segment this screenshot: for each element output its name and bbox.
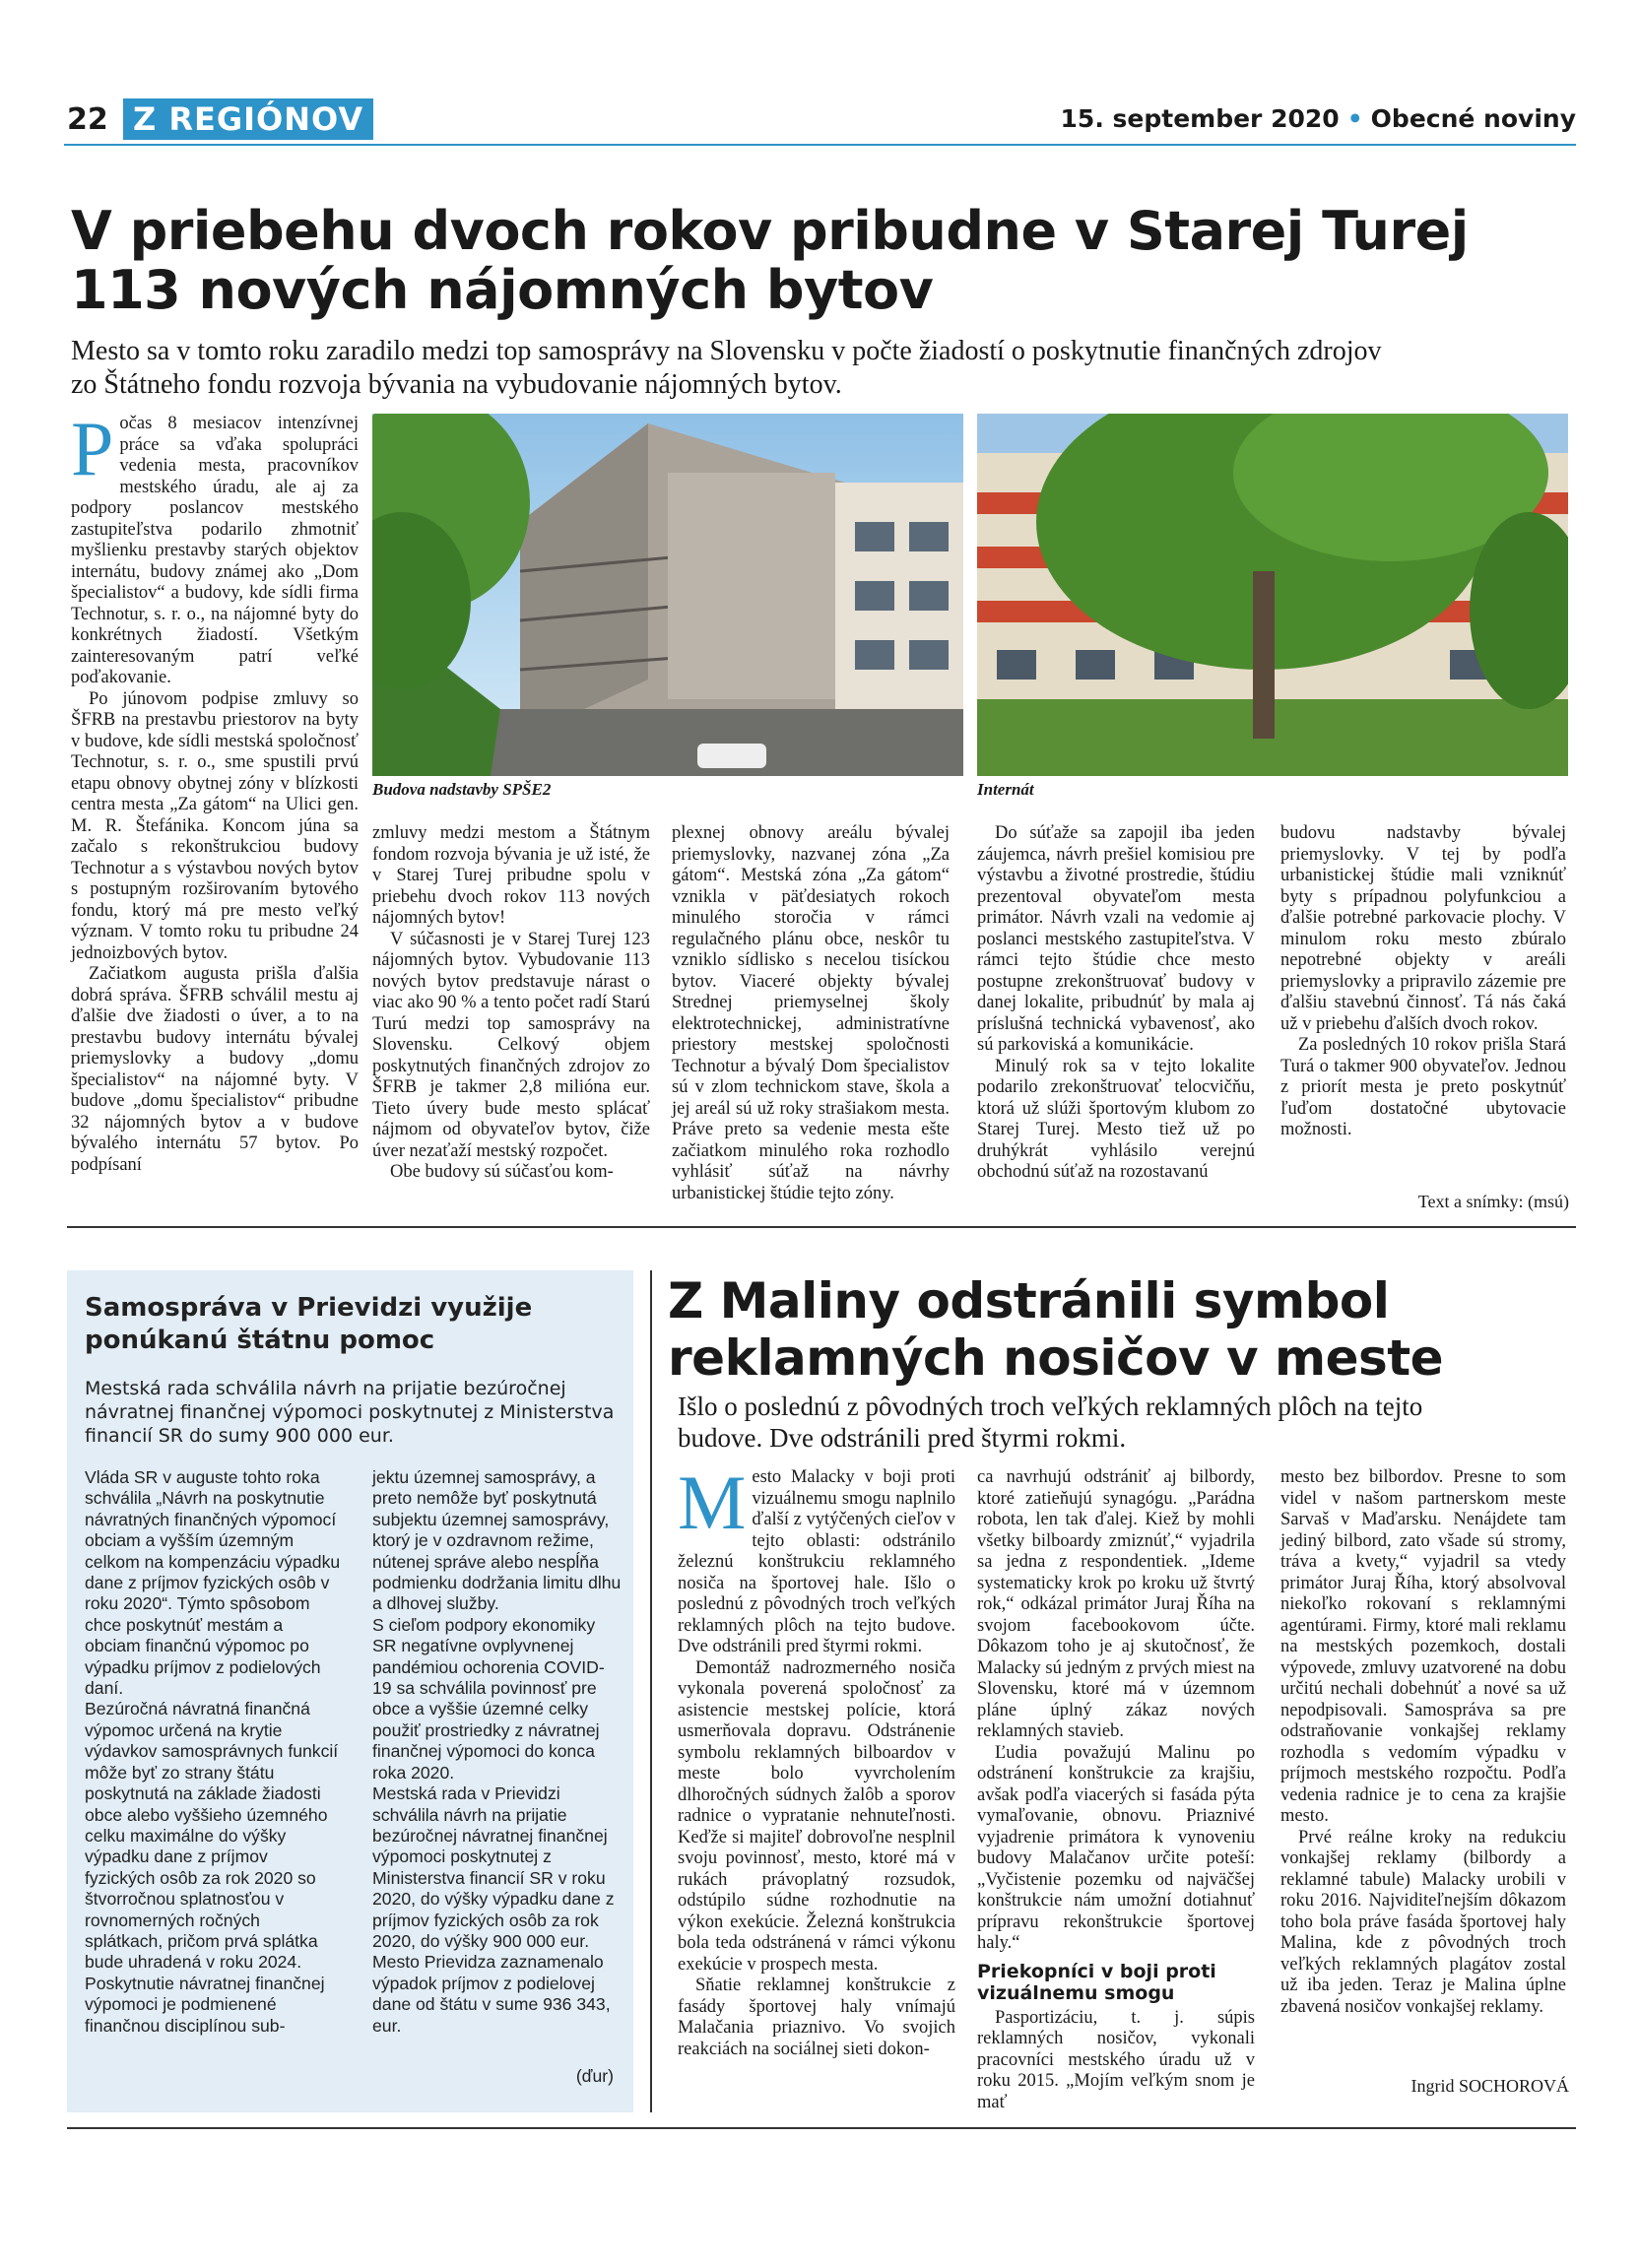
article1-lead-line2: zo Štátneho fondu rozvoja bývania na vybudovanie nájomných bytov. — [71, 369, 842, 400]
article2-lead — [678, 1391, 1574, 1454]
section-divider — [67, 1226, 1576, 1228]
article2-col1-p1: esto Malacky v boji proti vizuálnemu smogu naplnilo ďalší z vytýčených cieľov v tejto oblasti: odstránilo železnú konštrukciu reklamného nosiča na športovej hale. Išlo o poslednú z pôvodných troch veľkých reklamných plôch na tejto budove. Dve odstránili pred štyrmi rokmi. — [678, 1467, 955, 1656]
article1-column-3 — [672, 823, 950, 1204]
caption-photo1: Budova nadstavby SPŠE2 — [372, 780, 552, 799]
box-lead: Mestská rada schválila návrh na prijatie bezúročnej návratnej finančnej výpomoci poskytnutej z Ministerstva financií SR do sumy 900 000 eur. — [85, 1378, 615, 1447]
article1-col1-p1: očas 8 mesiacov intenzívnej práce sa vďaka spolupráci vedenia mesta, pracovníkov mestského úradu, ale aj za podpory poslancov mestského zastupiteľstva podarilo zhmotniť myšlienku prestavby starých objektov internátu, budovy známej ako „Dom špecialistov“ a budovy, kde sídli firma Technotur, s. r. o., na nájomné byty do konkrétnych žiadostí. Všetkým zainteresovaným patrí veľké poďakovanie. — [71, 414, 359, 687]
article1-title — [71, 202, 1568, 320]
column-divider — [650, 1270, 652, 2112]
article2-dropcap: M — [678, 1459, 747, 1545]
photo-dormitory — [977, 414, 1568, 776]
article1-col2-p3: Obe budovy sú súčasťou kom- — [390, 1162, 614, 1182]
box-column-2 — [372, 1467, 623, 2037]
article2-col3-p1: mesto bez bilbordov. Presne to som videl v našom partnerskom meste Sarvaš v Maďarsku. Nenájdete tam jediný bilbord, zato všade sú stromy, tráva a kvety,“ vyjadril sa vtedy primátor Juraj Říha, ktorý absolvoval niekoľko rokovaní s reklamnými agentúrami. Firmy, ktoré mali reklamu na mestských pozemkoch, dostali výpovede, zmluvy uzatvorené na dobu určitú nechali dobehnúť a nové sa už nepodpisovali. Samospráva sa pre odstraňovanie vonkajšej reklamy rozhodla s vedomím výpadku v príjmoch mestského rozpočtu. Podľa vedenia radnice je to cena za krajšie mesto. — [1280, 1467, 1566, 1826]
box-credit: (ďur) — [575, 2066, 614, 2086]
article2-col3-p2: Prvé reálne kroky na redukciu vonkajšej reklamy (bilbordy a reklamné tabule) Malacky urobili v roku 2016. Najviditeľnejším dôkazom toho bola práve fasáda športovej haly Malina, kde z pôvodných troch veľkých reklamných plagátov zostal už iba jeden. Teraz je Malina úplne zbavená nosičov vonkajšej reklamy. — [1280, 1827, 1566, 2017]
article1-col1-p2: Po júnovom podpise zmluvy so ŠFRB na prestavbu priestorov na byty v budove, kde sídli mestská spoločnosť Technotur, s. r. o., sme spustili prvú etapu obnovy obytnej zóny v blízkosti centra mesta „Za gátom“ na Ulici gen. M. R. Štefánika. Koncom júna sa začalo s rekonštrukciou budovy Technotur a s výstavbou nových bytov s postupným rozširovaním bytového fondu, ktorý má pre mesto veľký význam. V tomto roku tu pribudne 24 jednoizbových bytov. — [71, 688, 359, 963]
page-number: 22 — [67, 102, 108, 137]
article2-col2-p1: ca navrhujú odstrániť aj bilbordy, ktoré zatieňujú synagógu. „Parádna robota, len tak ďalej. Kiež by mohli všetky bilboardy zmiznúť,“ vyjadrila sa jedna z respondentiek. „Ideme systematicky krok po kroku už štvrtý rok,“ odkázal primátor Juraj Říha na svojom facebookovom účte. Dôkazom toho je aj skutočnosť, že Malacky sú jedným z prvých miest na Slovensku, ktoré má v územnom pláne úplný zákaz nových reklamných stavieb. — [977, 1467, 1255, 1741]
box-c2-p1: jektu územnej samosprávy, a preto nemôže byť poskytnutá subjektu územnej samosprávy, ktorý je v ozdravnom režime, nútenej správe alebo nespĺňa podmienku dodržania limitu dlhu a dlhovej služby. — [372, 1467, 622, 1614]
article2-column-1 — [678, 1459, 955, 2060]
publication-name: Obecné noviny — [1370, 104, 1576, 133]
box-title-line2: ponúkanú štátnu pomoc — [85, 1326, 435, 1355]
box-c1-p2: Bezúročná návratná finančná výpomoc určená na krytie výdavkov samosprávnych funkcií môže byť zo strany štátu poskytnutá na základe žiadosti obce alebo vyššieho územného celku maximálne do výšky výpadku dane z príjmov fyzických osôb za rok 2020 so štvorročnou splatnosťou v rovnomerných ročných splátkach, pričom prvá splátka bude uhradená v roku 2024. — [85, 1699, 339, 1973]
caption-photo2: Internát — [977, 780, 1034, 799]
article2-title — [668, 1272, 1574, 1387]
article2-author: Ingrid SOCHOROVÁ — [1410, 2076, 1569, 2096]
box-column-1 — [85, 1467, 343, 2037]
box-c2-p3: Mestská rada v Prievidzi schválila návrh na prijatie bezúročnej návratnej finančnej výpomoci poskytnutej z Ministerstva financií SR v roku 2020, do výšky výpadku dane z príjmov fyzických osôb za rok 2020, do výšky 900 000 eur. Mesto Prievidza zaznamenalo výpadok príjmov z podielovej dane od štátu v sume 936 343, eur. — [372, 1783, 615, 2036]
article1-col3-p1: plexnej obnovy areálu bývalej priemyslovky, nazvanej zóna „Za gátom“. Mestská zóna „Za gátom“ vznikla v päťdesiatych rokoch minulého storočia v rámci regulačného plánu obce, neskôr tu vzniklo sídlisko s necelou tisíckou bytov. Viaceré objekty bývalej Strednej priemyselnej školy elektrotechnickej, administratívne priestory mestskej spoločnosti Technotur a bývalý Dom špecialistov sú v zlom technickom stave, škola a jej areál sú už roky strašiakom mesta. Práve preto sa vedenie mesta ešte začiatkom minulého roka rozhodlo vyhlásiť súťaž na návrhy urbanistickej štúdie tejto zóny. — [672, 823, 950, 1203]
article2-subheading: Priekopníci v boji proti vizuálnemu smogu — [977, 1960, 1216, 2004]
article1-lead — [71, 335, 1568, 402]
footer-rule — [67, 2127, 1576, 2129]
article1-column-1 — [71, 406, 359, 1176]
article1-credit: Text a snímky: (msú) — [1417, 1192, 1569, 1211]
box-c1-p3: Poskytnutie návratnej finančnej výpomoci je podmienené finančnou disciplínou sub- — [85, 1973, 325, 2036]
article2-lead-line1: Išlo o poslednú z pôvodných troch veľkých reklamných plôch na tejto — [678, 1392, 1423, 1421]
article1-column-5 — [1280, 823, 1566, 1141]
article2-col2-p2: Ľudia považujú Malinu po odstránení konštrukcie za krajšiu, avšak podľa viacerých si fasáda pýta vymaľovanie, obnovu. Priaznivé vyjadrenie primátora k vynoveniu budovy Malačanov určite poteší: „Vyčistenie pozemku od najväčšej konštrukcie nám umožní dotiahnuť prípravu rekonštrukcie športovej haly.“ — [977, 1742, 1255, 1953]
header-rule — [64, 144, 1576, 146]
article1-col4-p2: Minulý rok sa v tejto lokalite podarilo zrekonštruovať telocvičňu, ktorá už slúži športovým klubom zo Starej Turej. Mesto tiež už po druhýkrát vyhlásilo verejnú obchodnú súťaž na rozostavanú — [977, 1056, 1255, 1182]
issue-info — [1061, 104, 1576, 133]
article2-title-line2: reklamných nosičov v meste — [668, 1329, 1444, 1387]
article2-lead-line2: budove. Dve odstránili pred štyrmi rokmi. — [678, 1423, 1127, 1453]
issue-date: 15. september 2020 — [1060, 104, 1340, 133]
separator-dot: • — [1346, 104, 1363, 133]
photo-building-spse2 — [372, 414, 963, 776]
sidebar-box — [67, 1270, 633, 2112]
article1-col1-p3: Začiatkom augusta prišla ďalšia dobrá správa. ŠFRB schválil mestu aj ďalšie dve žiadosti o úver, a to na prestavbu budovy internátu bývalej priemyslovky a budovy „domu špecialistov“ na nájomné byty. V budove „domu špecialistov“ pribudne 32 nájomných bytov a v budove bývalého internátu 57 bytov. Po podpísaní — [71, 964, 359, 1175]
box-c2-p2: S cieľom podpory ekonomiky SR negatívne ovplyvnenej pandémiou ochorenia COVID-19 sa schválila povinnosť pre obce a vyššie územné celky použiť prostriedky z návratnej finančnej výpomoci do konca roka 2020. — [372, 1614, 605, 1782]
article2-col2-p3: Pasportizáciu, t. j. súpis reklamných nosičov, vykonali pracovníci mestského úradu už v roku 2015. „Mojím veľkým snom je mať — [977, 2007, 1255, 2112]
article1-lead-line1: Mesto sa v tomto roku zaradilo medzi top samosprávy na Slovensku v počte žiadostí o poskytnutie finančných zdrojov — [71, 336, 1382, 366]
article1-title-line2: 113 nových nájomných bytov — [71, 259, 934, 321]
article1-column-4 — [977, 823, 1255, 1184]
article1-col5-p2: Za posledných 10 rokov prišla Stará Turá o takmer 900 obyvateľov. Jednou z priorít mesta je preto poskytnúť ľuďom dostatočné ubytovacie možnosti. — [1280, 1035, 1566, 1139]
article1-col2-p2: V súčasnosti je v Starej Turej 123 nájomných bytov. Vybudovanie 113 nových bytov predstavuje nárast o viac ako 90 % a tento počet radí Starú Turú medzi top samosprávy na Slovensku. Celkový objem poskytnutých finančných zdrojov zo ŠFRB je takmer 2,8 milióna eur. Tieto úvery bude mesto splácať nájmom od obyvateľov bytov, čiže úver nezaťaží mestský rozpočet. — [372, 929, 650, 1161]
article2-column-3 — [1280, 1467, 1566, 2018]
box-title — [85, 1292, 617, 1357]
article2-title-line1: Z Maliny odstránili symbol — [668, 1272, 1390, 1329]
box-c1-p1: Vláda SR v auguste tohto roka schválila „Návrh na poskytnutie návratných finančných výpomocí obciam a vyšším územným celkom na kompenzáciu výpadku dane z príjmov fyzických osôb v roku 2020“. Týmto spôsobom chce poskytnúť mestám a obciam finančnú výpomoc po výpadku príjmov z podielových daní. — [85, 1467, 341, 1699]
article1-title-line1: V priebehu dvoch rokov pribudne v Starej Turej — [71, 200, 1469, 262]
article1-dropcap: P — [71, 406, 114, 491]
article1-column-2 — [372, 823, 650, 1184]
article2-col1-p2: Demontáž nadrozmerného nosiča vykonala poverená spoločnosť za asistencie mestskej polície, ktorá usmerňovala dopravu. Odstránenie symbolu reklamných bilboardov v meste bolo vyvrcholením dlhoročných súdnych žalôb a sporov radnice o vypratanie nehnuteľnosti. Keďže si majiteľ dobrovoľne nesplnil svoju povinnosť, mesto, ktoré má v rukách právoplatný rozsudok, odstúpilo súdne rozhodnutie na výkon exekúcie. Železná konštrukcia bola teda odstránená v rámci výkonu exekúcie v prospech mesta. — [678, 1657, 955, 1975]
box-title-line1: Samospráva v Prievidzi využije — [85, 1293, 533, 1323]
article2-column-2 — [977, 1467, 1255, 2113]
article1-col2-p1: zmluvy medzi mestom a Štátnym fondom rozvoja bývania je už isté, že v Starej Turej pribudne spolu v priebehu dvoch rokov 113 nových nájomných bytov! — [372, 823, 650, 928]
article2-col1-p3: Sňatie reklamnej konštrukcie z fasády športovej haly vnímajú Malačania priaznivo. Vo svojich reakciách na sociálnej sieti dokon- — [678, 1976, 955, 2059]
article1-col5-p1: budovu nadstavby bývalej priemyslovky. V tej by podľa urbanistickej štúdie mali vzniknúť byty s prípadnou polyfunkciou a ďalšie potrebné parkovacie plochy. V minulom roku mesto zbúralo nepotrebné objekty v areáli priemyslovky a pripravilo zázemie pre ďalšiu stavebnú činnosť. Tá nás čaká už v priebehu ďalších dvoch rokov. — [1280, 823, 1566, 1034]
section-label: Z REGIÓNOV — [123, 98, 373, 140]
article1-col4-p1: Do súťaže sa zapojil iba jeden záujemca, návrh prešiel komisiou pre výstavbu a životné prostredie, štúdiu prezentoval obyvateľom mesta primátor. Návrh vzali na vedomie aj poslanci mestského zastupiteľstva. V rámci tejto štúdie chce mesto postupne zrekonštruovať budovy v danej lokalite, pribudnúť by mala aj príslušná technická vybavenosť, ako sú parkoviská a komunikácie. — [977, 823, 1255, 1055]
